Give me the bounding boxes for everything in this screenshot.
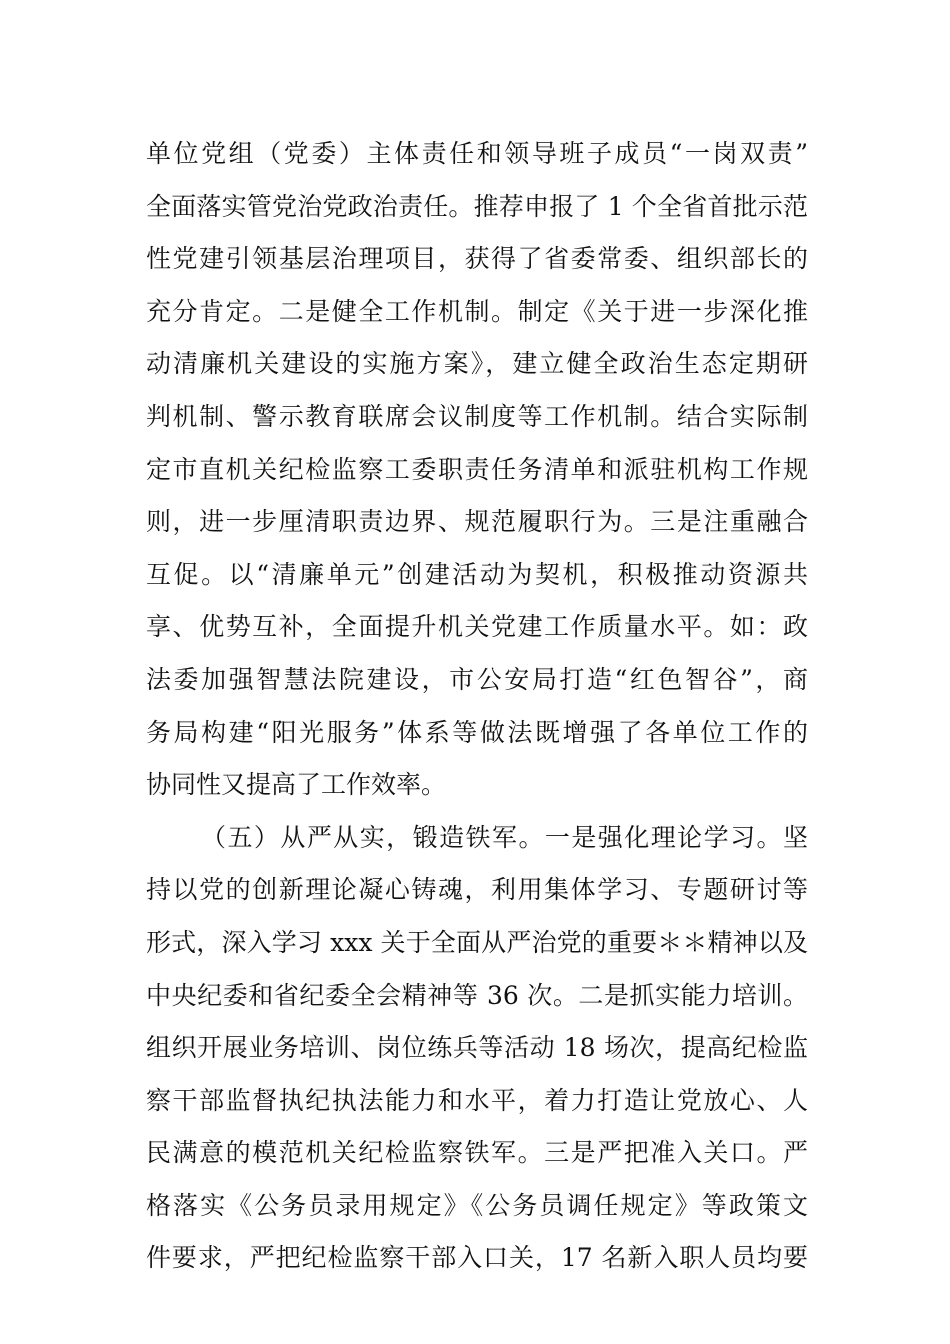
text-line: 民满意的模范机关纪检监察铁军。三是严把准入关口。严 bbox=[146, 1138, 808, 1168]
text-line: 定市直机关纪检监察工委职责任务清单和派驻机构工作规 bbox=[146, 454, 808, 484]
text-line: 判机制、警示教育联席会议制度等工作机制。结合实际制 bbox=[146, 401, 808, 431]
text-line: 充分肯定。二是健全工作机制。制定《关于进一步深化推 bbox=[146, 296, 808, 326]
text-line: 格落实《公务员录用规定》《公务员调任规定》等政策文 bbox=[146, 1190, 808, 1220]
text-line: 动清廉机关建设的实施方案》，建立健全政治生态定期研 bbox=[146, 349, 808, 379]
text-line: 件要求，严把纪检监察干部入口关，17 名新入职人员均要 bbox=[146, 1243, 808, 1273]
text-line: 单位党组（党委）主体责任和领导班子成员“一岗双责” bbox=[146, 139, 808, 168]
section-heading-line: （五）从严从实，锻造铁军。一是强化理论学习。坚 bbox=[201, 822, 808, 852]
text-line: 持以党的创新理论凝心铸魂，利用集体学习、专题研讨等 bbox=[146, 875, 808, 905]
body-text bbox=[146, 128, 808, 1285]
text-line: 全面落实管党治党政治责任。推荐申报了 1 个全省首批示范 bbox=[146, 191, 808, 221]
text-line: 务局构建“阳光服务”体系等做法既增强了各单位工作的 bbox=[146, 717, 808, 747]
text-line: 察干部监督执纪执法能力和水平，着力打造让党放心、人 bbox=[146, 1085, 808, 1115]
text-line: 形式，深入学习 xxx 关于全面从严治党的重要＊＊精神以及 bbox=[146, 927, 808, 957]
text-line: 互促。以“清廉单元”创建活动为契机，积极推动资源共 bbox=[146, 559, 808, 589]
text-line: 组织开展业务培训、岗位练兵等活动 18 场次，提高纪检监 bbox=[146, 1033, 808, 1063]
paragraph-end-line: 协同性又提高了工作效率。 bbox=[146, 770, 447, 800]
text-line: 享、优势互补，全面提升机关党建工作质量水平。如：政 bbox=[146, 612, 808, 642]
text-line: 中央纪委和省纪委全会精神等 36 次。二是抓实能力培训。 bbox=[146, 980, 808, 1010]
text-line: 性党建引领基层治理项目，获得了省委常委、组织部长的 bbox=[146, 244, 808, 274]
text-line: 法委加强智慧法院建设，市公安局打造“红色智谷”，商 bbox=[146, 664, 808, 694]
text-line: 则，进一步厘清职责边界、规范履职行为。三是注重融合 bbox=[146, 507, 808, 537]
